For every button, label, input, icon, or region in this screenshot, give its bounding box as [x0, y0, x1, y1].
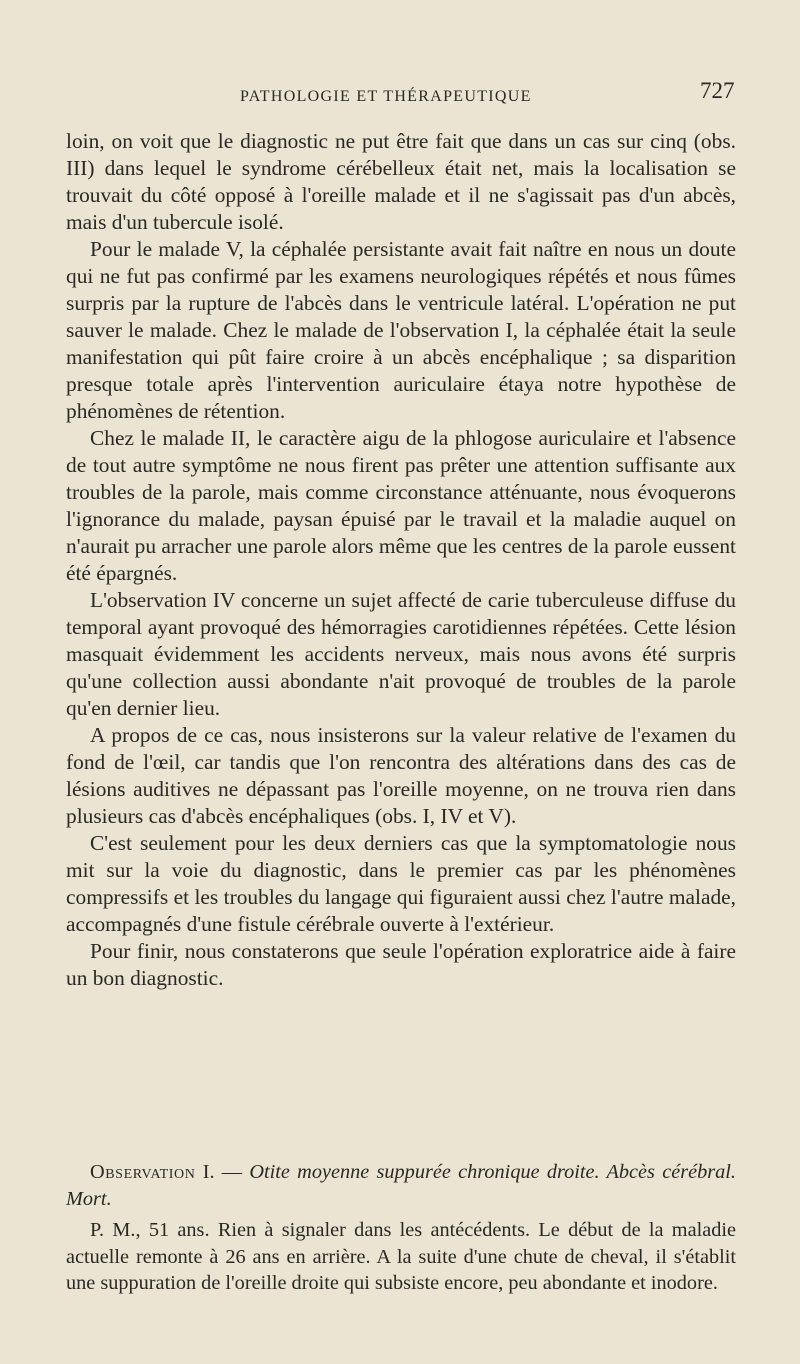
observation-number: I. — [202, 1161, 243, 1183]
page-header [0, 74, 800, 114]
page-number: 727 [700, 78, 735, 103]
observation-section [66, 1159, 736, 1297]
observation-body: P. M., 51 ans. Rien à signaler dans les antécédents. Le début de la maladie actuelle remonte à 26 ans en arrière. A la suite d'une chute de cheval, il s'établit une suppuration de l'oreille droite qui subsiste encore, peu abondante et inodore. [66, 1219, 736, 1294]
body-text [66, 128, 736, 992]
observation-title: Otite moyenne suppurée chronique droite. Abcès cérébral. Mort. [66, 1161, 736, 1210]
paragraph: Chez le malade II, le caractère aigu de la phlogose auriculaire et l'absence de tout autre symptôme ne nous firent pas prêter une attention suffisante aux troubles de la parole, mais comme circonstance atténuante, nous évoquerons l'ignorance du malade, paysan épuisé par le travail et la maladie auquel on n'aurait pu arracher une parole alors même que les centres de la parole eussent été épargnés. [66, 426, 736, 585]
paragraph: C'est seulement pour les deux derniers cas que la symptomatologie nous mit sur la voie du diagnostic, dans le premier cas par les phénomènes compressifs et les troubles du langage qui figuraient aussi chez l'autre malade, accompagnés d'une fistule cérébrale ouverte à l'extérieur. [66, 831, 736, 936]
paragraph: L'observation IV concerne un sujet affecté de carie tuberculeuse diffuse du temporal ayant provoqué des hémorragies carotidiennes répétées. Cette lésion masquait évidemment les accidents nerveux, mais nous avons été surpris qu'une collection aussi abondante n'ait provoqué de troubles de la parole qu'en dernier lieu. [66, 588, 736, 720]
paragraph: Pour le malade V, la céphalée persistante avait fait naître en nous un doute qui ne fut pas confirmé par les examens neurologiques répétés et nous fûmes surpris par la rupture de l'abcès dans le ventricule latéral. L'opération ne put sauver le malade. Chez le malade de l'observation I, la céphalée était la seule manifestation qui pût faire croire à un abcès encéphalique ; sa disparition presque totale après l'intervention auriculaire étaya notre hypothèse de phénomènes de rétention. [66, 237, 736, 423]
paragraph: loin, on voit que le diagnostic ne put être fait que dans un cas sur cinq (obs. III) dans lequel le syndrome cérébelleux était net, mais la localisation se trouvait du côté opposé à l'oreille malade et il ne s'agissait pas d'un abcès, mais d'un tubercule isolé. [66, 129, 736, 234]
running-title: PATHOLOGIE ET THÉRAPEUTIQUE [240, 88, 532, 105]
paragraph: Pour finir, nous constaterons que seule l'opération exploratrice aide à faire un bon diagnostic. [66, 939, 736, 990]
observation-heading [66, 1159, 736, 1212]
observation-label: Observation [90, 1161, 196, 1183]
paragraph: A propos de ce cas, nous insisterons sur la valeur relative de l'examen du fond de l'œil, car tandis que l'on rencontra des altérations dans des cas de lésions auditives ne dépassant pas l'oreille moyenne, on ne trouva rien dans plusieurs cas d'abcès encéphaliques (obs. I, IV et V). [66, 723, 736, 828]
